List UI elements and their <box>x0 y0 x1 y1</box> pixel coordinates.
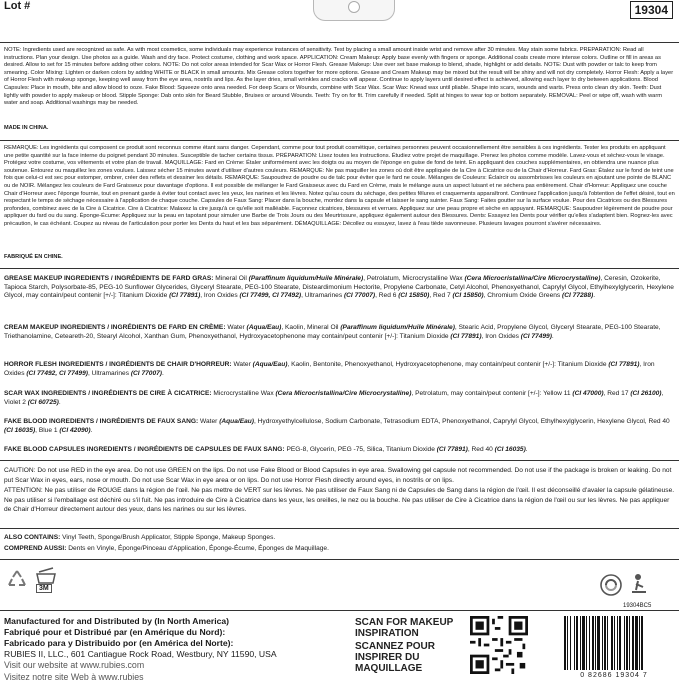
scan-english: SCAN FOR MAKEUP INSPIRATION <box>355 617 454 639</box>
note-french: REMARQUE: Les ingrédients qui composent ce produit sont reconnus comme étant sans danger. Cependant, comme pour tout produit cosmétique, certaines personnes peuvent occasionnellement être sensibles à ces ingrédients. Tester les produits en appliquant une petite quantité sur la face interne du poignet pendant 30 minutes. Susceptible de tacher certains tissus. PRÉPARATION: Lisez toutes les instructions. Étudiez votre projet de maquillage. Prenez les photos comme modèle. Lavez-vous et séchez-vous le visage. Protégez votre costume, vos vêtements et votre plan de travail. MAQUILLAGE: Fard en Crème: Étaler uniformément avec les doigts ou au moyen de l'éponge en guise de fond de teint. En appliquant des couches supplémentaires, en obtiendra une nuance plus soutenue. Entourez ou maquillez les zones voulues. Laissez sécher 15 minutes avant d'utiliser d'autres couleurs. REMARQUE: Ne pas maquiller les zones où doit être appliquée de la Cire à Cicatrice ou de la Chair d'Horreur. Fard Gras: Étalez sur le fond de teint une fois que celui-ci est sec pour estomper, ombrer, créer des reflets et dessiner les détails. REMARQUE: Saupoudrez de poudre ou de talc pour éviter que le fard ne coule. Mélanges de Couleurs: Éclaircir ou assombrisses les couleurs en ajoutant une pointe de BLANC ou de NOIR. Mélangez les couleurs de Fard Graisseux pour davantage d'options. Il est possible de mélanger le Fard Graisseux avec du Fard en Crème, mais le mélange aura un aspect luisant et ne séchera pas entièrement. Chair d'Horreur: Appliquez une couche Chair d'Horreur avec l'éponge fournie, tout en prenant garde à éviter tout contact avec les yeux, les narines et les lèvres. Notez qu'au cours du séchage, des petites fêlures et craquements apparaîtront. Continuez l'application jusqu'à l'obtention de l'effet désiré, tout en respectant le temps de séchage nécessaire à l'application de chaque couche. Capsules de Faux Sang: Placer dans la bouche, mordez dans la capsule et laisser le sang suinter. Faux Sang: Faites goutter sur la surface voulue. Pour des Cicatrices ou des Blessures profondes, combinez avec de la Cire à Cicatrice. Cire à Cicatrice: Malaxez la cire jusqu'à ce qu'elle soit malléable. Façonnez cicatrices, blessures et verrues. Appliquez sur une peau propre et sèche en appuyant. REMARQUE: Saupoudrer légèrement de poudre pour appliquer du fard ou du sang. Éponge-Écume: Appliquez sur la peau en tapotant pour simuler une Barbe de Trois Jours ou des Meurtrissure, appliquez également autour des Blessures. Dents: Essayez les Dents pour vérifier qu'elles s'adaptent bien. Rognez-les avec précaution, le cas échéant. Coupez au niveau de l'articulation pour porter les Dents du haut et les bas séparément. DÉMAQUILLAGE: Décollez ou essuyez, lavez à l'eau tiède savonneuse. Plusieurs lavages pourront s'avérer nécessaires. <box>4 145 675 227</box>
barcode-bar <box>626 616 628 670</box>
green-dot-icon <box>600 574 622 596</box>
barcode-bar <box>614 616 615 670</box>
lot-number-label: Lot # <box>4 0 31 12</box>
blood-capsules-ingredients: FAKE BLOOD CAPSULES INGREDIENTS / INGRÉDIENTS DE CAPSULES DE FAUX SANG: PEG-8, Glycerin, PEG -75, Silica, Titanium Dioxide (CI 77891), Red 40 (CI 16035). <box>4 446 528 453</box>
divider <box>0 610 679 611</box>
barcode-bar <box>617 616 618 670</box>
barcode-bar <box>619 616 621 670</box>
also-contains: ALSO CONTAINS: Vinyl Teeth, Sponge/Brush Applicator, Stipple Sponge, Makeup Sponges. <box>4 534 276 541</box>
barcode-bar <box>567 616 568 670</box>
barcode-bar <box>641 616 643 670</box>
caution-french: ATTENTION: Ne pas utiliser de ROUGE dans la région de l'œil. Ne pas mettre de VERT sur les lèvres. Ne pas utiliser de Faux Sang ni de Capsules de Sang dans la région de l'œil. Il est déconseillé d'avaler la capsule gélatineuse. Ne pas utiliser si l'emballage est déchiré ou s'il fuit. Ne pas introduire de Cire à Cicatrice dans les yeux, les oreilles, le nez ou la bouche. Ne pas utiliser de Cire à Cicatrice dans la région de l'œil ou sur les lèvres. Ne pas appliquer de Chair d'Horreur directement autour des yeux, dans les narines ou sur les lèvres. <box>4 487 675 514</box>
hang-hole-icon <box>348 1 360 13</box>
grease-makeup-ingredients: GREASE MAKEUP INGREDIENTS / INGRÉDIENTS DE FARD GRAS: Mineral Oil (Paraffinum liquidum/Huile Minérale), Petrolatum, Microcrystalline Wax (Cera Microcristallina/Cire Microcrystalline), Ceresin, Ozokerite, Tapioca Starch, Polysorbate-85, PEG-10 Sunflower Glycerides, Glyceryl Stearate, PEG-100 Stearate, Disteardimonium Hectorite, Propylene Carbonate, Cetyl Alcohol, Phenoxyethanol, Caprylyl Glycol, Ethylhexylglycerin, Hexylene Glycol, may contain/peut contenir [+/-]: Titanium Dioxide (CI 77891), Iron Oxides (CI 77499, CI 77492), Ultramarines (CI 77007), Red 6 (CI 15850), Red 7 (CI 15850), Chromium Oxide Greens (CI 77288). <box>4 275 674 300</box>
barcode-bar <box>635 616 638 670</box>
caution-english: CAUTION: Do not use RED in the eye area. Do not use GREEN on the lips. Do not use Fake Blood or Blood Capsules in eye area. Swallowing gel capsule not recommended. Do not use if the package is broken or leaking. Do not put Scar Wax in eyes, ears, nose or mouth. Do not use Scar Wax in eye area or on lips. Do not use Horror Flesh directly around eyes, in nostrils or on lips. <box>4 467 672 484</box>
barcode <box>560 612 668 672</box>
barcode-bar <box>564 616 566 670</box>
barcode-bar <box>624 616 625 670</box>
divider <box>0 528 679 529</box>
recycle-icon <box>5 568 29 592</box>
divider <box>0 268 679 269</box>
barcode-bar <box>592 616 594 670</box>
barcode-bar <box>576 616 578 670</box>
divider <box>0 42 679 43</box>
made-in-china-fr: FABRIQUÉ EN CHINE. <box>4 254 63 260</box>
barcode-bar <box>595 616 596 670</box>
divider <box>0 460 679 461</box>
print-code: 19304BC5 <box>623 603 652 609</box>
manufacturer-block: Manufactured for and Distributed by (In North America) Fabriqué pour et Distribué par (en Amérique du Nord): Fabricado para y Distribuido por (en América del Norte): RUBIES II, LLC., 601 Cantiague Rock Road, Westbury, NY 11590, USA <box>4 616 277 659</box>
barcode-bar <box>639 616 640 670</box>
hang-tab <box>313 0 395 21</box>
scan-french: SCANNEZ POUR INSPIRER DU MAQUILLAGE <box>355 641 436 674</box>
barcode-bar <box>602 616 603 670</box>
barcode-bar <box>582 616 585 670</box>
scar-wax-ingredients: SCAR WAX INGREDIENTS / INGRÉDIENTS DE CIRE À CICATRICE: Microcrystalline Wax (Cera Microcristallina/Cire Microcrystalline), Petrolatum, may contain/peut contenir [+/-]: Yellow 11 (CI 47000), Red 17 (CI 26100), Violet 2 (CI 60725). <box>4 390 664 406</box>
barcode-bar <box>632 616 634 670</box>
divider <box>0 559 679 560</box>
barcode-bar <box>607 616 608 670</box>
made-in-china-en: MADE IN CHINA. <box>4 125 49 131</box>
tidyman-icon <box>628 572 650 596</box>
barcode-bar <box>589 616 590 670</box>
sku-box: 19304 <box>630 1 673 19</box>
cream-makeup-ingredients: CREAM MAKEUP INGREDIENTS / INGRÉDIENTS DE FARD EN CRÈME: Water (Aqua/Eau), Kaolin, Mineral Oil (Paraffinum liquidum/Huile Minérale), Stearic Acid, Propylene Glycol, Glyceryl Stearate, PEG-100 Stearate, Triethanolamine, Ceteareth-20, Stearyl Alcohol, Xanthan Gum, Phenoxyethanol, Hydroxyacetophenone may contain/peut contenir [+/-]: Titanium Dioxide (CI 77891), Iron Oxides (CI 77499). <box>4 324 661 340</box>
barcode-bar <box>611 616 613 670</box>
fake-blood-ingredients: FAKE BLOOD INGREDIENTS / INGRÉDIENTS DE FAUX SANG: Water (Aqua/Eau), Hydroxyethylcellulose, Sodium Carbonate, Tetrasodium EDTA, Phenoxyethanol, Caprylyl Glycol, Ethylhexylglycerin, Hexylene Glycol, Red 40 (CI 16035), Blue 1 (CI 42090). <box>4 418 670 434</box>
barcode-bar <box>604 616 606 670</box>
barcode-bar <box>597 616 600 670</box>
horror-flesh-ingredients: HORROR FLESH INGREDIENTS / INGRÉDIENTS DE CHAIR D'HORREUR: Water (Aqua/Eau), Kaolin, Bentonite, Phenoxyethanol, Hydroxyacetophenone, may contain/peut contenir [+/-]: Titanium Dioxide (CI 77891), Iron Oxides (CI 77492, CI 77499), Ultramarines (CI 77007). <box>4 361 655 377</box>
website-notice: Visit our website at www.rubies.com Visitez notre site Web à www.rubies <box>4 660 145 682</box>
barcode-bar <box>574 616 575 670</box>
comprend-aussi: COMPREND AUSSI: Dents en Vinyle, Éponge/Pinceau d'Application, Éponge-Écume, Éponges de Maquillage. <box>4 545 329 552</box>
barcode-bar <box>570 616 571 670</box>
qr-code[interactable] <box>470 616 528 674</box>
barcode-bar <box>586 616 587 670</box>
barcode-number: 0 82686 19304 7 <box>580 672 648 679</box>
divider <box>0 140 679 141</box>
open-jar-icon <box>34 566 58 584</box>
note-english: NOTE: Ingredients used are recognized as safe. As with most cosmetics, some individuals may experience instances of sensitivity. Test by placing a small amount inside wrist and remove after 30 minutes. May stain some fabrics. PREPARATION: Read all instructions. Plan your design. Use photos as a guide. Wash and dry face. Protect costume, clothing and work space. APPLICATION: Cream Makeup: Apply base evenly with fingers or sponge. Additional coats create more intense colors. Outline or fill in areas as desired. Allow to set for 15 minutes before adding other colors. NOTE: Do not color areas intended for Scar Wax or Horror Flesh. Grease Makeup: Use over set base makeup to blend, shade, highlight or add details. NOTE: Dust with powder or talc to keep from smearing. Color Mixing: Lighten or darken colors by adding WHITE or BLACK in small amounts. Mix Grease colors together for more options. Grease and Cream Makeup may be mixed but the result will be shiny and will not dry completely. Horror Flesh: Apply a layer of Horror Flesh with makeup sponge, keeping well away from the eye area, nostrils and lips. As the layer dries, small wrinkles and cracks will appear. Continue to apply layers until desired effect is achieved, allowing each layer to dry between applications. Blood Capsules: Place in mouth, bite and allow blood to ooze. Fake Blood: Squeeze onto area needed. For deep Scars or Wounds, combine with Scar Wax. Scar Wax: Knead wax until pliable. Shape into scars, wounds and warts. Press onto clean dry skin. Teeth: Dust lightly with powder to apply makeup or blood. Stipple Sponge: Dab onto skin for Beard Stubble, Bruises or around Wounds. Teeth: Try on for fit. Trim carefully if needed. Split at hinges to wear top or bottom separately. REMOVAL: Peel or wipe off, wash with warm water and soap. Additional washings may be needed. <box>4 47 674 107</box>
barcode-bar <box>580 616 581 670</box>
barcode-bar <box>629 616 630 670</box>
period-after-opening: 3M <box>36 584 52 593</box>
